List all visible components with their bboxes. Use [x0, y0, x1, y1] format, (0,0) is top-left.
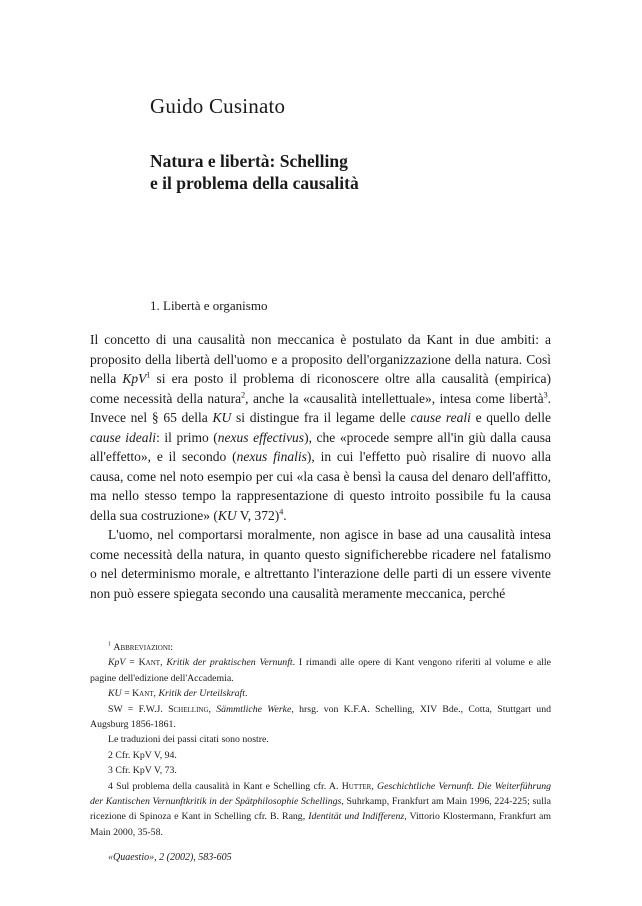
footnote-2: 2 Cfr. KpV V, 94. — [108, 749, 177, 761]
footnote-3: 3 Cfr. KpV V, 73. — [108, 765, 177, 777]
footnote-ref-3: 3 — [543, 390, 548, 399]
body-text — [90, 330, 551, 603]
title-line-1: Natura e libertà: Schelling — [150, 151, 348, 171]
footnote-ref-1: 1 — [146, 370, 151, 380]
footnotes — [90, 640, 551, 840]
footnote-4: 4 Sul problema della causalità in Kant e Schelling cfr. A. Hutter, Geschichtliche Vernunft. Die Weiterführung der Kantischen Vernunftkritik in der Spätphilosophie Schellings, Suhrkamp, Frankfurt am Main 1996, 224-225; sulla ricezione di Spinoza e Kant in Schelling cfr. B. Rang, Identität und Indifferenz, Vittorio Klostermann, Frankfurt am Main 2000, 35-58. — [90, 780, 552, 838]
article-title — [150, 150, 590, 194]
footnote-1-translations: Le traduzioni dei passi citati sono nostre. — [108, 734, 269, 746]
footnote-1-ku: KU = Kant, Kritik der Urteilskraft. — [108, 688, 248, 700]
title-line-2: e il problema della causalità — [150, 173, 359, 193]
footnote-1-heading: $^1$ Abbreviazioni: — [108, 641, 173, 653]
author-name: Guido Cusinato — [150, 94, 286, 118]
paragraph-2: L'uomo, nel comportarsi moralmente, non agisce in base ad una causalità intesa come necessità della natura, in quanto questo significherebbe ricadere nel fatalismo o nel determinismo morale, e altrettanto l'interazione delle parti di un essere vivente non può essere spiegata secondo una causalità meramente meccanica, perché — [90, 527, 551, 601]
footnote-1-kpv: KpV = Kant, Kritik der praktischen Vernunft. I rimandi alle opere di Kant vengono riferiti al volume e alle pagine dell'edizione dell'Accademia. — [90, 657, 551, 684]
footnote-ref-2: 2 — [241, 390, 246, 399]
footnote-ref-4: 4 — [279, 507, 284, 516]
journal-citation: «Quaestio», 2 (2002), 583-605 — [108, 852, 232, 863]
paragraph-1: Il concetto di una causalità non meccanica è postulato da Kant in due ambiti: a proposito della libertà dell'uomo e a proposito dell'organizzazione della natura. Così nella KpV$^1$ si era posto il problema di riconoscere oltre alla causalità (empirica) come necessità della natura$^2$, anche la «causalità intellettuale», intesa come libertà$^3$. Invece nel § 65 della KU si distingue fra il legame delle cause reali e quello delle cause ideali: il primo (nexus effectivus), che «procede sempre all'in giù dalla causa all'effetto», e il secondo (nexus finalis), in cui l'effetto può risalire di nuovo alla causa, come nel noto esempio per cui «la casa è bensì la causa del denaro dell'affitto, ma nello stesso tempo la rappresentazione di questo introito possibile fu la causa della sua costruzione» (KU V, 372)$^4$. — [90, 332, 552, 523]
section-heading: 1. Libertà e organismo — [150, 298, 268, 313]
footnote-1-sw: SW = F.W.J. Schelling, Sämmtliche Werke, hrsg. von K.F.A. Schelling, XIV Bde., Cotta, Stuttgart und Augsburg 1856-1861. — [90, 703, 551, 731]
